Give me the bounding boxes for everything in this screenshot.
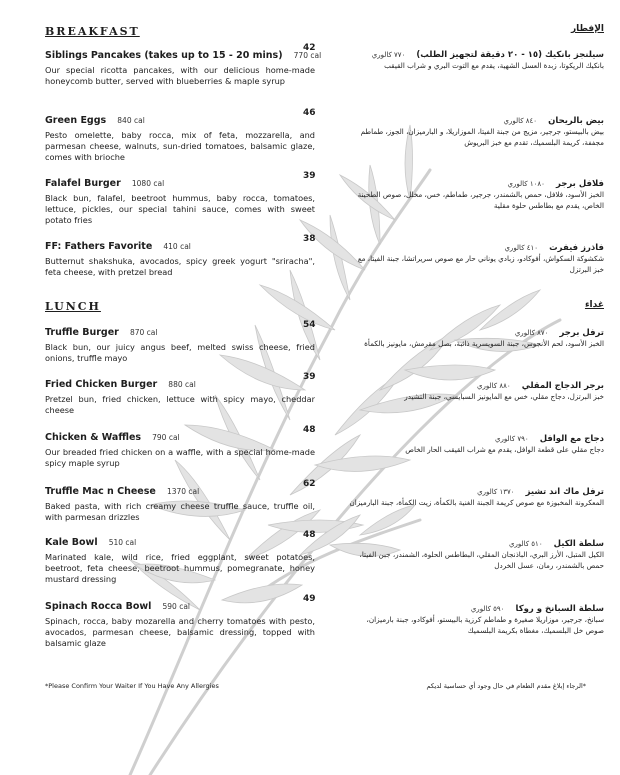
item-name: Kale Bowl xyxy=(45,537,98,548)
menu-item xyxy=(45,372,315,416)
menu-item xyxy=(45,171,315,226)
item-price: 38 xyxy=(303,234,316,244)
menu-item xyxy=(45,43,322,87)
menu-item xyxy=(45,594,315,649)
item-name: Truffle Mac n Cheese xyxy=(45,486,156,497)
item-price: 48 xyxy=(303,530,316,540)
allergy-note: *Please Confirm Your Waiter If You Have Any Allergies xyxy=(45,682,219,690)
item-name: Green Eggs xyxy=(45,115,107,126)
item-calories: 510 cal xyxy=(108,538,137,547)
item-description-ar: بانكيك الريكوتا، زبدة العسل الشهية، يقدم مع التوت البري و شراب القيقب xyxy=(384,61,604,70)
menu-item-ar xyxy=(349,320,604,349)
item-name: Spinach Rocca Bowl xyxy=(45,601,152,612)
item-calories: 590 cal xyxy=(162,602,191,611)
item-calories-ar: ٨٤٠ كالوري xyxy=(503,117,538,125)
menu-item-ar xyxy=(349,235,604,275)
item-description-ar: بيض بالبيستو، جرجير، مزيج من جبنة الفيتا، الموزاريلا، و البارميزان، الجوز، طماطم مجففة، كريمة البلسميك، تقدم مع خبز البريوش xyxy=(360,127,604,147)
item-name-ar: دجاج مع الوافل xyxy=(539,434,604,444)
menu-item-ar xyxy=(349,596,604,636)
item-description-ar: سبانخ، جرجير، موزاريلا صغيرة و طماطم كرزية بالبيستو، أفوكادو، جبنة بارميزان، صوص خل البلسميك، مغطاة بكريمة البلسميك xyxy=(366,615,604,635)
item-name-ar: بيض بالريحان xyxy=(548,116,604,126)
item-name-ar: فلافل برجر xyxy=(555,179,604,189)
item-calories: 770 cal xyxy=(293,51,322,60)
item-price: 46 xyxy=(303,108,316,118)
item-calories: 410 cal xyxy=(163,242,191,251)
menu-item-ar xyxy=(349,479,604,508)
item-description: Pesto omelette, baby rocca, mix of feta, mozzarella, and parmesan cheese, walnuts, sun-dried tomatoes, balsamic glaze, comes with brioche xyxy=(45,130,315,162)
allergy-note-ar: *الرجاء إبلاغ مقدم الطعام في حال وجود أي حساسية لديكم xyxy=(426,682,586,690)
item-calories-ar: ٤١٠ كالوري xyxy=(504,244,539,252)
item-description-ar: الخبز الأسود، فلافل، حمص بالشمندر، جرجير، طماطم، خس، مخلل، صوص الطحينة الخاص، يقدم مع بطاطس حلوة مقلية xyxy=(357,190,604,210)
item-calories-ar: ٥٩٠ كالوري xyxy=(470,605,505,613)
item-price: 48 xyxy=(303,425,316,435)
item-name-ar: برجر الدجاج المقلي xyxy=(521,381,604,391)
item-calories-ar: ٥١٠ كالوري xyxy=(508,540,543,548)
item-name: Fried Chicken Burger xyxy=(45,379,158,390)
item-calories: 880 cal xyxy=(168,380,196,389)
item-name-ar: سيلنجز بانكيك (١٥ - ٢٠ دقيقة لتجهيز الطلب) xyxy=(416,50,604,60)
menu-item-ar xyxy=(349,531,604,571)
item-name: Chicken & Waffles xyxy=(45,432,142,443)
item-description: Baked pasta, with rich creamy cheese truffle sauce, truffle oil, with parmesan drizzles xyxy=(45,501,315,522)
item-calories-ar: ١٠٨٠ كالوري xyxy=(507,180,545,188)
menu-item-ar xyxy=(349,426,604,455)
item-calories: 840 cal xyxy=(117,116,145,125)
item-name-ar: فاذرز فيفرت xyxy=(549,243,604,253)
item-calories-ar: ١٣٧٠ كالوري xyxy=(477,488,515,496)
menu-item xyxy=(45,234,315,278)
item-name: Falafel Burger xyxy=(45,178,121,189)
item-calories-ar: ٨٨٠ كالوري xyxy=(477,382,511,390)
menu-item xyxy=(45,479,315,523)
item-description: Pretzel bun, fried chicken, lettuce with spicy mayo, cheddar cheese xyxy=(45,394,315,415)
breakfast-title-ar: الإفطار xyxy=(570,24,604,34)
menu-item xyxy=(45,320,315,364)
item-price: 54 xyxy=(303,320,316,330)
item-calories-ar: ٨٧٠ كالوري xyxy=(514,329,549,337)
menu-item-ar xyxy=(349,171,604,211)
item-description-ar: خبز البرتزل، دجاج مقلي، خس مع المايونيز السبايسي، جبنة التشيدر xyxy=(404,392,604,401)
item-name: Truffle Burger xyxy=(45,327,119,338)
lunch-title: LUNCH xyxy=(45,300,101,313)
item-description: Spinach, rocca, baby mozarella and cherry tomatoes with pesto, avocados, parmesan cheese, balsamic dressing, topped with balsamic glaze xyxy=(45,616,315,648)
item-price: 42 xyxy=(303,43,316,53)
item-price: 62 xyxy=(303,479,316,489)
item-name: FF: Fathers Favorite xyxy=(45,241,153,252)
item-description: Black bun, our juicy angus beef, melted swiss cheese, fried onions, truffle mayo xyxy=(45,342,315,363)
item-name: Siblings Pancakes (takes up to 15 - 20 mins) xyxy=(45,50,283,61)
item-name-ar: ترفل برجر xyxy=(559,328,604,338)
item-calories: 870 cal xyxy=(129,328,158,337)
item-description-ar: الخبز الأسود، لحم الأنجوس، جبنة السويسرية ذائبة، بصل مقرمش، مايونيز بالكمأة xyxy=(364,339,604,348)
lunch-title-ar: غداء xyxy=(584,300,604,310)
menu-item xyxy=(45,108,315,163)
item-price: 39 xyxy=(303,171,316,181)
item-calories: 1080 cal xyxy=(131,179,165,188)
menu-item-ar xyxy=(349,108,604,148)
item-calories-ar: ٧٩٠ كالوري xyxy=(495,435,529,443)
item-description-ar: دجاج مقلي على قطعة الوافل، يقدم مع شراب القيقب الحار الخاص xyxy=(405,445,604,454)
item-calories: 790 cal xyxy=(152,433,180,442)
item-calories: 1370 cal xyxy=(166,487,200,496)
menu-item xyxy=(45,425,315,469)
item-description-ar: شكشوكة السكواش، أفوكادو، زبادي يوناني حار مع صوص سريراتشا، جبنة الفيتا، مع خبز البرتزل xyxy=(357,254,604,274)
item-description: Our breaded fried chicken on a waffle, with a special home-made spicy maple syrup xyxy=(45,447,315,468)
item-description: Marinated kale, wild rice, fried eggplant, sweet potatoes, beetroot, feta cheese, beetroot hummus, pomegranate, honey mustard dressing xyxy=(45,552,315,584)
menu-item xyxy=(45,530,315,585)
item-description-ar: الكيل المتبل، الأرز البري، الباذنجان المقلي، البطاطس الحلوة، الشمندر، جبن الفيتا، حمص بالشمندر، رمان، عسل الخردل xyxy=(359,550,604,570)
breakfast-title: BREAKFAST xyxy=(45,25,140,38)
item-description: Butternut shakshuka, avocados, spicy greek yogurt "sriracha", feta cheese, with pretzel bread xyxy=(45,256,315,277)
item-price: 39 xyxy=(303,372,316,382)
item-price: 49 xyxy=(303,594,316,604)
item-description: Black bun, falafel, beetroot hummus, baby rocca, tomatoes, lettuce, pickles, our special tahini sauce, comes with sweet potato fries xyxy=(45,193,315,225)
item-calories-ar: ٧٧٠ كالوري xyxy=(371,51,406,59)
item-name-ar: سلطة السبانخ و روكا xyxy=(515,604,604,614)
menu-item-ar xyxy=(349,42,604,71)
item-description-ar: المعكرونة المخبوزة مع صوص كريمة الجبنة الغنية بالكمأة، زيت الكمأة، جبنة البارميزان xyxy=(349,498,604,507)
menu-item-ar xyxy=(349,373,604,402)
item-description: Our special ricotta pancakes, with our delicious home-made honeycomb butter, served with blueberries & maple syrup xyxy=(45,65,315,86)
item-name-ar: سلطة الكيل xyxy=(553,539,604,549)
item-name-ar: ترفل ماك اند تشيز xyxy=(525,487,604,497)
